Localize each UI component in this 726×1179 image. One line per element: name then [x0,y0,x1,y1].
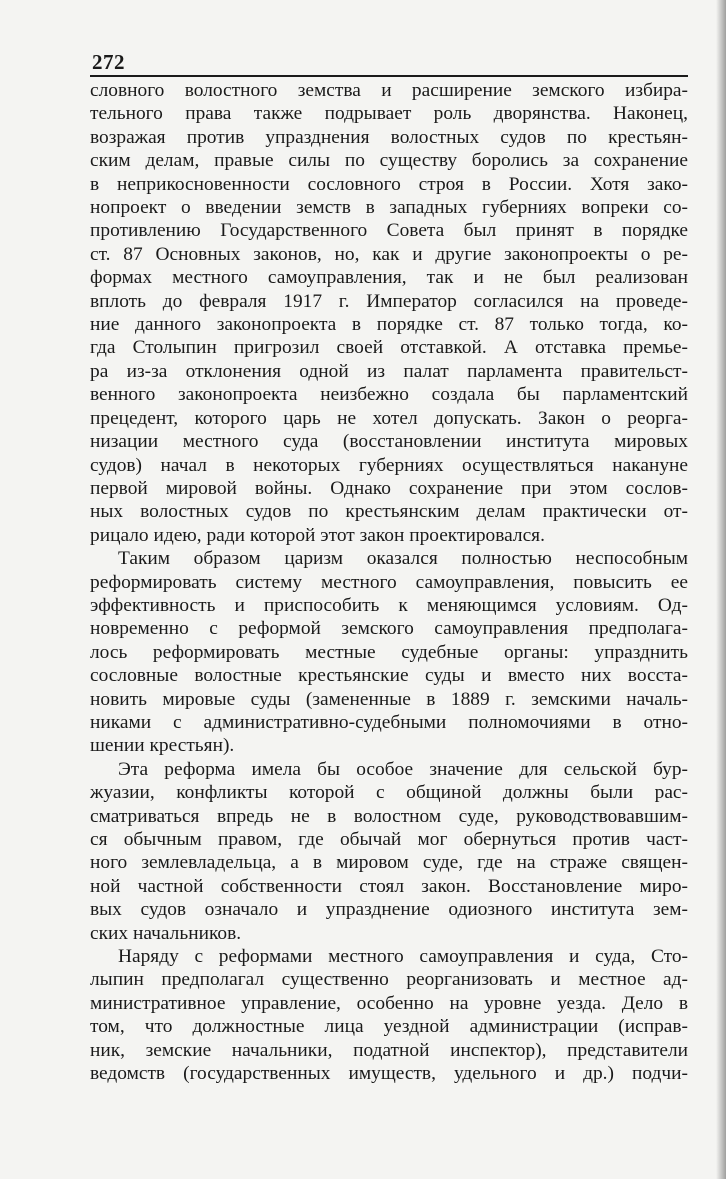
text-line: ся обычным правом, где обычай мог обернуться против част- [90,829,688,850]
text-line: ских начальников. [90,922,242,944]
text-line: вплоть до февраля 1917 г. Император согласился на проведе- [90,290,688,312]
text-line: нопроект о введении земств в западных губерниях вопреки со- [90,197,688,219]
text-line: ра из-за отклонения одной из палат парламента правительст- [90,360,688,382]
text-line: новить мировые суды (замененные в 1889 г. земскими началь- [90,688,688,710]
text-line: тельного права также подрывает роль дворянства. Наконец, [90,103,688,125]
text-line: вых судов означало и упразднение одиозного института зем- [90,899,688,921]
text-line: венного законопроекта неизбежно создала бы парламентский [90,384,688,406]
text-line: ных волостных судов по крестьянским делам практически от- [90,501,688,523]
text-line: низации местного суда (восстановлении института мировых [90,431,688,453]
text-line: новременно с реформой земского самоуправления предполага- [90,618,688,640]
text-line: ного землевладельца, а в мировом суде, где на страже священ- [90,852,688,874]
text-line: гда Столыпин пригрозил своей отставкой. А отставка премье- [90,337,688,359]
text-line: эффективность и приспособить к меняющимся условиям. Од- [90,594,688,616]
page-edge-shadow [716,0,726,1179]
paragraph-2 [90,547,688,758]
text-line: в неприкосновенности сословного строя в России. Хотя зако- [90,173,688,195]
text-line: рицало идею, ради которой этот закон проектировался. [90,524,545,546]
text-line: том, что должностные лица уездной администрации (исправ- [90,1016,688,1038]
body-text [90,79,688,1085]
page-number: 272 [92,50,125,74]
text-line: судов) начал в некоторых губерниях осуществляться накануне [90,454,688,476]
text-line: ст. 87 Основных законов, но, как и другие законопроекты о ре- [90,243,688,265]
text-line: лось реформировать местные судебные органы: упразднить [90,641,688,663]
text-line: ведомств (государственных имуществ, удельного и др.) подчи- [90,1063,688,1085]
paragraph-3 [90,758,688,945]
text-line: ной частной собственности стоял закон. Восстановление миро- [90,875,688,897]
text-line: ник, земские начальники, податной инспектор), представители [90,1039,688,1061]
text-line: первой мировой войны. Однако сохранение при этом сослов- [90,477,688,499]
paragraph-4 [90,945,688,1085]
text-line: ским делам, правые силы по существу боролись за сохранение [90,150,688,172]
text-line: словного волостного земства и расширение земского избира- [90,80,688,101]
text-line: жуазии, конфликты которой с общиной должны были рас- [90,782,688,804]
text-line: Таким образом царизм оказался полностью неспособным [118,548,688,570]
text-line: шении крестьян). [90,735,235,757]
text-line: противлению Государственного Совета был принят в порядке [90,220,688,242]
header-rule [90,75,688,77]
text-line: никами с административно-судебными полномочиями в отно- [90,711,688,733]
text-line: ние данного законопроекта в порядке ст. 87 только тогда, ко- [90,314,688,336]
text-line: возражая против упразднения волостных судов по крестьян- [90,126,688,148]
text-line: формах местного самоуправления, так и не был реализован [90,267,688,289]
text-line: Наряду с реформами местного самоуправления и суда, Сто- [118,946,688,968]
text-line: министративное управление, особенно на уровне уезда. Дело в [90,992,688,1014]
text-line: сословные волостные крестьянские суды и вместо них восста- [90,665,688,687]
text-line: лыпин предполагал существенно реорганизовать и местное ад- [90,969,688,991]
text-line: сматриваться впредь не в волостном суде, руководствовавшим- [90,805,688,827]
paragraph-1 [90,79,688,547]
text-line: Эта реформа имела бы особое значение для сельской бур- [118,758,688,780]
text-line: реформировать систему местного самоуправления, повысить ее [90,571,688,593]
text-line: прецедент, которого царь не хотел допускать. Закон о реорга- [90,407,688,429]
